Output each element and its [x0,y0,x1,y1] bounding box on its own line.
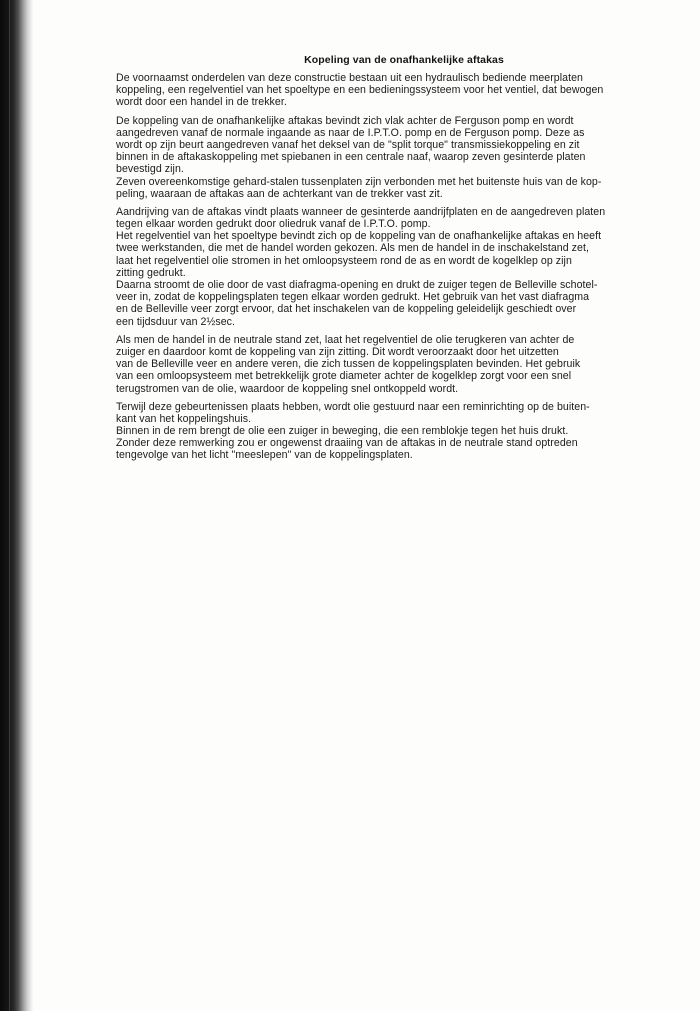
text-line: veer in, zodat de koppelingsplaten tegen elkaar worden gedrukt. Het gebruik van het vast diafragma [116,291,590,304]
spine-edge-line [17,0,18,1011]
text-line: Aandrijving van de aftakas vindt plaats wanneer de gesinterde aandrijfplaten en de aangedreven platen [116,205,606,218]
paragraph [116,401,692,462]
document-page [34,0,700,1011]
text-line: Het regelventiel van het spoeltype bevindt zich op de koppeling van de onafhankelijke aftakas en heeft [116,230,602,243]
text-line: De koppeling van de onafhankelijke aftakas bevindt zich vlak achter de Ferguson pomp en wordt [116,114,574,127]
paragraph [116,115,692,200]
text-line: peling, waaraan de aftakas aan de achterkant van de trekker vast zit. [116,187,443,200]
text-line: zitting gedrukt. [116,266,186,279]
paragraph [116,206,692,328]
text-line: koppeling, een regelventiel van het spoeltype en een bedieningssysteem voor het ventiel, dat bewogen [116,84,604,97]
text-line: terugstromen van de olie, waardoor de koppeling snel ontkoppeld wordt. [116,382,459,395]
text-line: tegen elkaar worden gedrukt door oliedruk vanaf de I.P.T.O. pomp. [116,218,431,231]
text-line: een tijdsduur van 2½sec. [116,315,235,328]
text-line: van de Belleville veer en andere veren, die zich tussen de koppelingsplaten bevinden. Het gebruik [116,358,581,371]
text-line: Binnen in de rem brengt de olie een zuiger in beweging, die een remblokje tegen het huis drukt. [116,425,569,438]
paragraph [116,334,692,395]
text-line: Zonder deze remwerking zou er ongewenst draaiing van de aftakas in de neutrale stand optreden [116,437,578,450]
text-line: De voornaamst onderdelen van deze constructie bestaan uit een hydraulisch bediende meerplaten [116,72,583,84]
text-line: bevestigd zijn. [116,163,184,176]
text-line: wordt door een handel in de trekker. [116,96,287,109]
text-line: twee werkstanden, die met de handel worden gekozen. Als men de handel in de inschakelstand zet, [116,242,589,255]
text-line: Als men de handel in de neutrale stand zet, laat het regelventiel de olie terugkeren van achter de [116,333,575,346]
text-line: tengevolge van het licht "meeslepen" van de koppelingsplaten. [116,449,413,462]
text-line: wordt op zijn beurt aangedreven vanaf het deksel van de "split torque" transmissiekoppeling en zit [116,138,580,151]
text-line: Zeven overeenkomstige gehard-stalen tussenplaten zijn verbonden met het buitenste huis van de kop- [116,175,602,188]
text-line: kant van het koppelingshuis. [116,412,252,425]
spine-edge-line [9,0,10,1011]
text-line: laat het regelventiel olie stromen in het omloopsysteem rond de as en wordt de kogelklep op zijn [116,254,572,267]
page-content [116,54,692,468]
text-line: zuiger en daardoor komt de koppeling van zijn zitting. Dit wordt veroorzaakt door het uitzetten [116,345,559,358]
paragraph [116,72,692,109]
body-text [116,72,692,462]
text-line: binnen in de aftakaskoppeling met spiebanen in een centrale naaf, waarop zeven gesinterde platen [116,151,586,164]
text-line: en de Belleville veer zorgt ervoor, dat het inschakelen van de koppeling geleidelijk geschiedt over [116,303,577,316]
text-line: Daarna stroomt de olie door de vast diafragma-opening en drukt de zuiger tegen de Belleville schotel- [116,279,598,291]
text-line: aangedreven vanaf de normale ingaande as naar de I.P.T.O. pomp en de Ferguson pomp. Deze as [116,126,585,139]
text-line: Terwijl deze gebeurtenissen plaats hebben, wordt olie gestuurd naar een reminrichting op de buiten- [116,400,590,413]
text-line: van een omloopsysteem met betrekkelijk grote diameter achter de kogelklep zorgt voor een snel [116,370,572,383]
page-title: Kopeling van de onafhankelijke aftakas [304,54,504,66]
